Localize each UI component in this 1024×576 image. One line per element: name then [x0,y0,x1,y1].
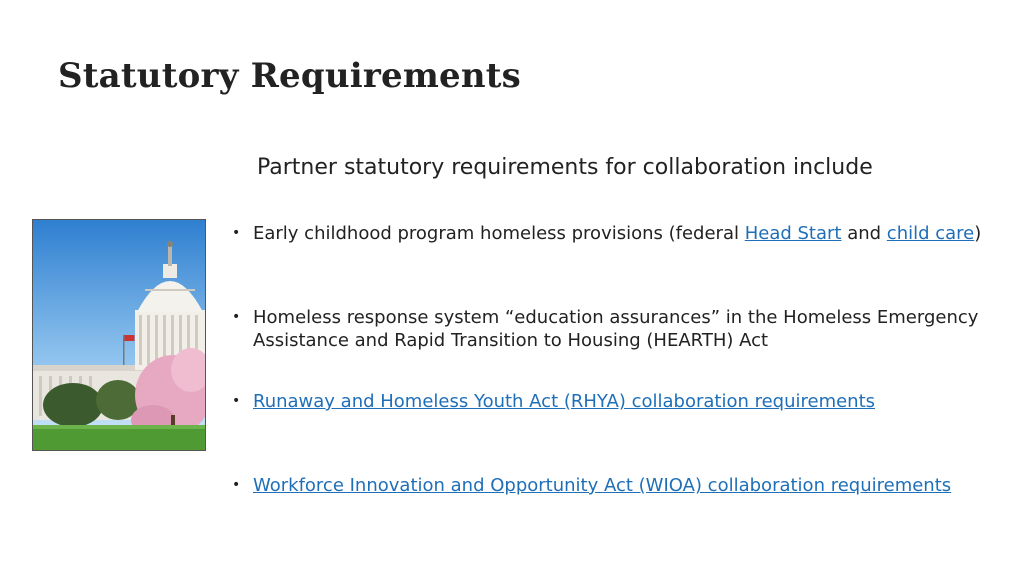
bullet-dot-icon: • [232,225,241,241]
list-item [232,390,992,452]
item-text: ) [974,223,982,244]
child-care-link[interactable]: child care [886,223,975,244]
requirements-list [232,222,992,558]
wioa-link[interactable]: Workforce Innovation and Opportunity Act (WIOA) collaboration requirements [253,475,952,496]
list-item [232,474,992,536]
capitol-building-image [32,219,206,451]
head-start-link[interactable]: Head Start [744,223,842,244]
slide-title: Statutory Requirements [58,56,522,96]
bullet-dot-icon: • [232,309,241,325]
slide-subtitle: Partner statutory requirements for collaboration include [257,155,873,180]
list-item [232,306,992,368]
bullet-dot-icon: • [232,393,241,409]
bullet-dot-icon: • [232,477,241,493]
rhya-link[interactable]: Runaway and Homeless Youth Act (RHYA) collaboration requirements [253,391,876,412]
list-item [232,222,992,284]
item-text: and [841,223,887,244]
item-text: Homeless response system “education assurances” in the Homeless Emergency Assistance and Rapid Transition to Housing (HEARTH) Act [253,307,979,351]
item-text: Early childhood program homeless provisions (federal [253,223,745,244]
